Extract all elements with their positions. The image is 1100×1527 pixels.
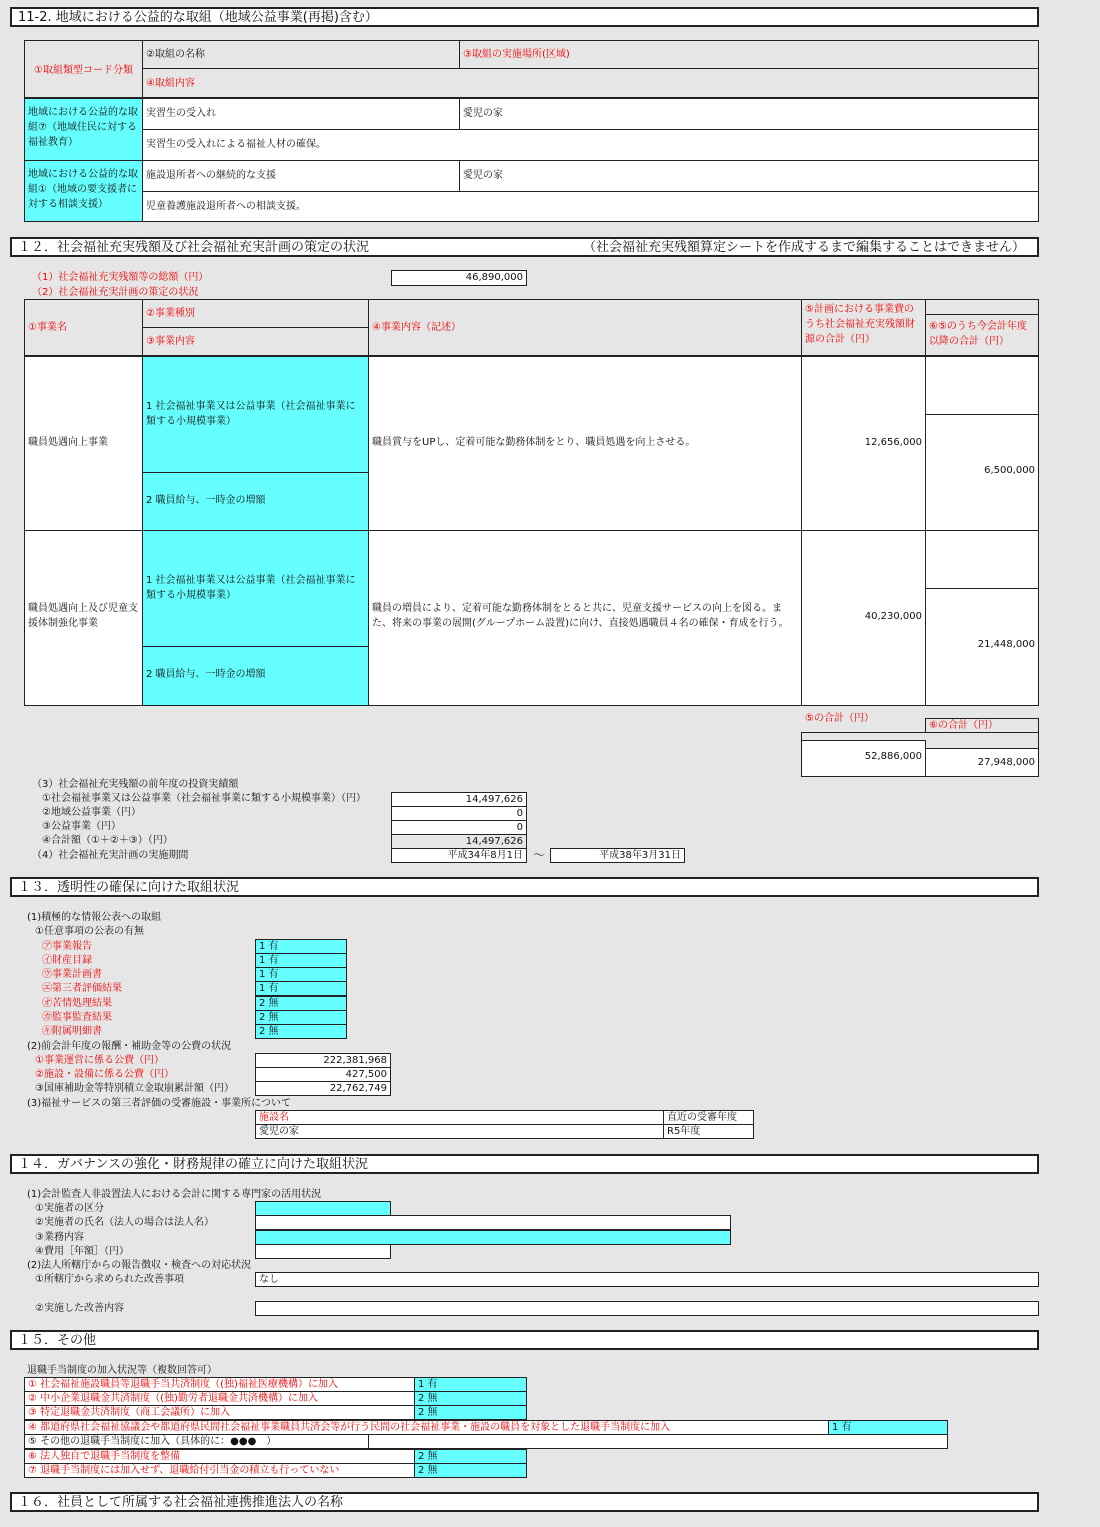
- facility-year[interactable]: R5年度: [663, 1124, 754, 1139]
- auditor-name-label: ②実施者の氏名（法人の場合は法人名）: [35, 1217, 214, 1228]
- section-11-2-header: 11-2. 地域における公益的な取組（地域公益事業(再掲)含む）: [10, 7, 1039, 27]
- disclose-label-1: ㋐事業報告: [42, 941, 92, 952]
- inv4-label: ④合計額（①＋②＋③）（円）: [42, 835, 173, 846]
- inv1-label: ①社会福祉事業又は公益事業（社会福祉事業に類する小規模事業）（円）: [42, 793, 366, 804]
- sum6-label: ⑥の合計（円）: [925, 718, 1039, 733]
- retire-select-6[interactable]: 2 無: [414, 1449, 527, 1464]
- inv3-label: ③公益事業（円）: [42, 821, 121, 832]
- inv4-value: 14,497,626: [391, 834, 527, 849]
- retire-sub: 退職手当制度の加入状況等（複数回答可）: [27, 1365, 217, 1376]
- project2-name[interactable]: 職員処遇向上及び児童支援体制強化事業: [24, 530, 143, 706]
- project1-kind[interactable]: 1 社会福祉事業又は公益事業（社会福祉事業に類する小規模事業）: [142, 356, 369, 473]
- sum6-value: 27,948,000: [925, 748, 1039, 777]
- retire-label-4: ④ 都道府県社会福祉協議会や都道府県民間社会福祉事業職員共済会等が行う民間の社会福祉事業・施設の職員を対象とした退職手当制度に加入: [24, 1420, 829, 1435]
- disclose-select-2[interactable]: 1 有: [255, 953, 347, 968]
- retire-select-2[interactable]: 2 無: [414, 1391, 527, 1406]
- row2-name[interactable]: 施設退所者への継続的な支援: [142, 160, 460, 192]
- retire-label-6: ⑥ 法人独自で退職手当制度を整備: [24, 1449, 415, 1464]
- pub-value-2[interactable]: 427,500: [255, 1067, 391, 1082]
- disclose-label-7: ㋖附属明細書: [42, 1026, 102, 1037]
- sum5-label: ⑤の合計（円）: [805, 713, 874, 724]
- disclose-select-3[interactable]: 1 有: [255, 967, 347, 982]
- header-detail: ③事業内容: [142, 327, 369, 356]
- s14-sub1: (1)会計監査人非設置法人における会計に関する専門家の活用状況: [27, 1189, 322, 1200]
- pub-label-3: ③国庫補助金等特別積立金取崩累計額（円）: [35, 1083, 234, 1094]
- facility-header-name: 施設名: [255, 1110, 664, 1125]
- disclose-select-4[interactable]: 1 有: [255, 981, 347, 996]
- header-cost: ⑤計画における事業費のうち社会福祉充実残額財源の合計（円）: [801, 299, 926, 356]
- inv2-label: ②地域公益事業（円）: [42, 807, 141, 818]
- project1-name[interactable]: 職員処遇向上事業: [24, 356, 143, 531]
- header-content: ④取組内容: [142, 68, 1039, 98]
- project1-cost-after[interactable]: 6,500,000: [925, 414, 1039, 531]
- disclose-label-6: ㋕監事監査結果: [42, 1012, 112, 1023]
- row1-name[interactable]: 実習生の受入れ: [142, 98, 460, 130]
- facility-name[interactable]: 愛児の家: [255, 1124, 664, 1139]
- retire-label-5: ⑤ その他の退職手当制度に加入（具体的に：●●● ）: [24, 1434, 369, 1449]
- period-start[interactable]: 平成34年8月1日: [391, 848, 527, 863]
- inv2-value: 0: [391, 806, 527, 821]
- header-project: ①事業名: [24, 299, 143, 356]
- disclose-select-7[interactable]: 2 無: [255, 1024, 347, 1039]
- period-end[interactable]: 平成38年3月31日: [550, 848, 685, 863]
- disclose-select-1[interactable]: 1 有: [255, 939, 347, 954]
- header-kind: ②事業種別: [142, 299, 369, 328]
- retire-input-5[interactable]: [368, 1434, 948, 1449]
- s13-sub3: (3)福祉サービスの第三者評価の受審施設・事業所について: [27, 1098, 291, 1109]
- retire-label-1: ① 社会福祉施設職員等退職手当共済制度（(独)福祉医療機構）に加入: [24, 1377, 415, 1392]
- header-place: ③取組の実施場所(区域): [459, 40, 1039, 69]
- row2-content[interactable]: 児童養護施設退所者への相談支援。: [142, 191, 1039, 222]
- row1-place[interactable]: 愛児の家: [459, 98, 1039, 130]
- period-separator: ～: [533, 848, 546, 862]
- plan-label: （2）社会福祉充実計画の策定の状況: [32, 287, 199, 298]
- total-value: 46,890,000: [391, 270, 527, 286]
- facility-header-year: 直近の受審年度: [663, 1110, 754, 1125]
- pub-label-1: ①事業運営に係る公費（円）: [35, 1055, 164, 1066]
- inv1-value: 14,497,626: [391, 792, 527, 807]
- project1-desc[interactable]: 職員賞与をUPし、定着可能な勤務体制をとり、職員処遇を向上させる。: [368, 356, 802, 531]
- section-15-header: １５．その他: [10, 1330, 1039, 1350]
- header-name: ②取組の名称: [142, 40, 460, 69]
- section-16-header: １６．社員として所属する社会福祉連携推進法人の名称: [10, 1492, 1039, 1512]
- auditor-work-label: ③業務内容: [35, 1232, 84, 1243]
- retire-label-7: ⑦ 退職手当制度には加入せず、退職給付引当金の積立も行っていない: [24, 1463, 415, 1478]
- sum5-value: 52,886,000: [801, 740, 926, 777]
- auditor-work-input[interactable]: [255, 1230, 731, 1245]
- project1-cost-after-top: [925, 356, 1039, 415]
- auditor-fee-input[interactable]: [255, 1244, 391, 1259]
- project2-kind[interactable]: 1 社会福祉事業又は公益事業（社会福祉事業に類する小規模事業）: [142, 530, 369, 647]
- auditor-name-input[interactable]: [255, 1215, 731, 1230]
- project2-desc[interactable]: 職員の増員により、定着可能な勤務体制をとると共に、児童支援サービスの向上を図る。また、将来の事業の展開(グループホーム設置)に向け、直接処遇職員４名の確保・育成を行う。: [368, 530, 802, 706]
- project2-cost[interactable]: 40,230,000: [801, 530, 926, 706]
- retire-select-7[interactable]: 2 無: [414, 1463, 527, 1478]
- project1-detail[interactable]: 2 職員給与、一時金の増額: [142, 472, 369, 531]
- project2-detail[interactable]: 2 職員給与、一時金の増額: [142, 646, 369, 706]
- inv3-value: 0: [391, 820, 527, 835]
- improve-req-label: ①所轄庁から求められた改善事項: [35, 1274, 184, 1285]
- header-cost-after: ⑥⑤のうち今会計年度以降の合計（円）: [925, 314, 1039, 356]
- project2-cost-after[interactable]: 21,448,000: [925, 588, 1039, 706]
- disclose-label-2: ㋑財産目録: [42, 955, 92, 966]
- disclose-select-5[interactable]: 2 無: [255, 996, 347, 1011]
- total-label: （1）社会福祉充実残額等の総額（円）: [32, 272, 209, 283]
- period-label: （4）社会福祉充実計画の実施期間: [32, 850, 189, 861]
- pub-value-3[interactable]: 22,762,749: [255, 1081, 391, 1096]
- s13-sub1: (1)積極的な情報公表への取組: [27, 912, 162, 923]
- header-cost-after-top: [925, 299, 1039, 315]
- project2-cost-after-top: [925, 530, 1039, 589]
- auditor-fee-label: ④費用［年額］（円）: [35, 1246, 129, 1257]
- row1-code[interactable]: 地域における公益的な取組⑦（地域住民に対する福祉教育）: [24, 98, 143, 161]
- disclose-label-5: ㋔苦情処理結果: [42, 998, 112, 1009]
- disclose-select-6[interactable]: 2 無: [255, 1010, 347, 1025]
- inv-label: （3）社会福祉充実残額の前年度の投資実績額: [32, 779, 239, 790]
- auditor-type-label: ①実施者の区分: [35, 1203, 104, 1214]
- retire-select-1[interactable]: 1 有: [414, 1377, 527, 1392]
- section-13-header: １３．透明性の確保に向けた取組状況: [10, 877, 1039, 897]
- project1-cost[interactable]: 12,656,000: [801, 356, 926, 531]
- retire-select-3[interactable]: 2 無: [414, 1405, 527, 1420]
- retire-select-4[interactable]: 1 有: [828, 1420, 948, 1435]
- row2-code[interactable]: 地域における公益的な取組①（地域の要支援者に対する相談支援）: [24, 160, 143, 222]
- section-14-header: １４．ガバナンスの強化・財務規律の確立に向けた取組状況: [10, 1154, 1039, 1174]
- improve-done-label: ②実施した改善内容: [35, 1303, 124, 1314]
- row2-place[interactable]: 愛児の家: [459, 160, 1039, 192]
- s13-sub2: (2)前会計年度の報酬・補助金等の公費の状況: [27, 1041, 232, 1052]
- retire-label-2: ② 中小企業退職金共済制度（(独)勤労者退職金共済機構）に加入: [24, 1391, 415, 1406]
- pub-value-1[interactable]: 222,381,968: [255, 1053, 391, 1068]
- pub-label-2: ②施設・設備に係る公費（円）: [35, 1069, 174, 1080]
- improve-done-input[interactable]: [255, 1301, 1039, 1316]
- s13-sub1a: ①任意事項の公表の有無: [35, 926, 144, 937]
- disclose-label-4: ㋓第三者評価結果: [42, 983, 122, 994]
- header-desc: ④事業内容（記述）: [368, 299, 802, 356]
- auditor-type-input[interactable]: [255, 1201, 391, 1216]
- s14-sub2: (2)法人所轄庁からの報告徴収・検査への対応状況: [27, 1260, 252, 1271]
- disclose-label-3: ㋒事業計画書: [42, 969, 102, 980]
- improve-req-input[interactable]: なし: [255, 1272, 1039, 1287]
- header-code: ①取組類型コード分類: [24, 40, 143, 98]
- section-12-header: １２．社会福祉充実残額及び社会福祉充実計画の策定の状況 （社会福祉充実残額算定シートを作成するまで編集することはできません）: [10, 237, 1039, 257]
- row1-content[interactable]: 実習生の受入れによる福祉人材の確保。: [142, 129, 1039, 161]
- retire-label-3: ③ 特定退職金共済制度（商工会議所）に加入: [24, 1405, 415, 1420]
